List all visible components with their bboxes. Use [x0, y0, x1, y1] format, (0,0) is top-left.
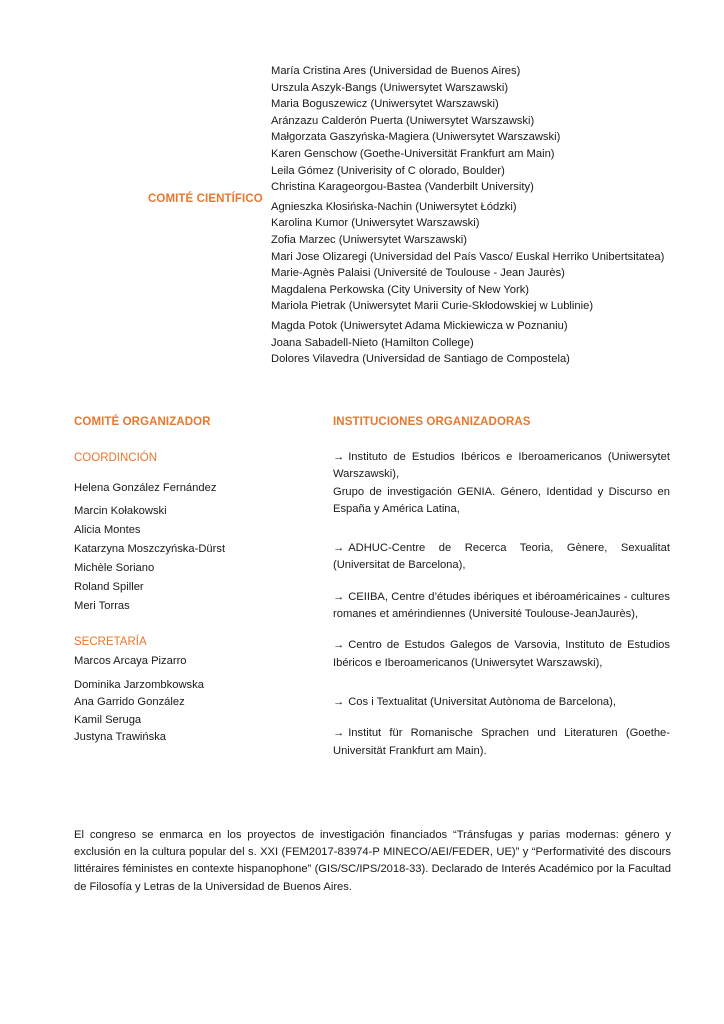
arrow-right-icon: → [333, 542, 345, 555]
scientific-member: Leila Gómez (Univerisity of C olorado, Boulder) [271, 164, 505, 177]
scientific-member: Christina Karageorgou-Bastea (Vanderbilt University) [271, 181, 534, 194]
secretary-name: Ana Garrido González [74, 696, 185, 709]
secretary-name: Dominika Jarzombkowska [74, 678, 204, 691]
coordinator-name: Marcin Kołakowski [74, 505, 167, 517]
scientific-member: Karen Genschow (Goethe-Universität Frankfurt am Main) [271, 147, 555, 160]
scientific-member: Agnieszka Kłosińska-Nachin (Uniwersytet Łódzki) [271, 200, 517, 213]
scientific-member: Magdalena Perkowska (City University of New York) [271, 283, 530, 296]
institution-text: Cos i Textualitat (Universitat Autònoma de Barcelona), [348, 695, 616, 708]
secretary-name: Justyna Trawińska [74, 731, 167, 744]
scientific-member: Urszula Aszyk-Bangs (Uniwersytet Warszawski) [271, 81, 509, 94]
coordinacion-list [74, 479, 304, 616]
scientific-member: Mari Jose Olizaregi (Universidad del País Vasco/ Euskal Herriko Unibertsitatea) [271, 250, 665, 263]
coordinator-name: Katarzyna Moszczyńska-Dürst [74, 543, 226, 555]
comite-organizador-heading: COMITÉ ORGANIZADOR [74, 416, 211, 428]
scientific-member: María Cristina Ares (Universidad de Buenos Aires) [271, 65, 521, 77]
coordinator-name: Roland Spiller [74, 581, 144, 593]
secretary-name: Kamil Seruga [74, 713, 142, 726]
coordinator-name: Meri Torras [74, 600, 130, 612]
arrow-right-icon: → [333, 451, 345, 463]
arrow-right-icon: → [333, 727, 345, 740]
instituciones-heading: INSTITUCIONES ORGANIZADORAS [333, 416, 531, 428]
institution-text: Centro de Estudos Galegos de Varsovia, Instituto de Estudios Ibéricos e Iberoamericanos (Uniwersytet Warszawski), [333, 639, 670, 669]
coordinator-name: Alicia Montes [74, 524, 141, 536]
institution-text: CEIIBA, Centre d’études ibériques et ibéroaméricaines - cultures romanes et amérindiennes (Université Toulouse-JeanJaurès), [333, 590, 670, 621]
secretaria-list [74, 653, 304, 747]
institution-entry [333, 637, 670, 672]
scientific-member: Karolina Kumor (Uniwersytet Warszawski) [271, 217, 480, 230]
institution-entry [333, 540, 670, 575]
scientific-member: Mariola Pietrak (Uniwersytet Marii Curie-Skłodowskiej w Lublinie) [271, 300, 594, 313]
arrow-right-icon: → [333, 590, 345, 603]
scientific-member: Małgorzata Gaszyńska-Magiera (Uniwersytet Warszawski) [271, 131, 561, 144]
secretary-name: Marcos Arcaya Pizarro [74, 655, 187, 667]
funding-note: El congreso se enmarca en los proyectos de investigación financiados “Tránsfugas y parias modernas: género y exclusión en la cultura popular del s. XXI (FEM2017-83974-P MINECO/AEI/FEDER, UE)” y “Performativité des discours littéraires féministes en contexte hispanophone” (GIS/SC/IPS/2018-33). Declarado de Interés Académico por la Facultad de Filosofía y Letras de la Universidad de Buenos Aires. [74, 829, 671, 893]
secretaria-heading: SECRETARÍA [74, 636, 147, 648]
scientific-member: Dolores Vilavedra (Universidad de Santiago de Compostela) [271, 353, 570, 366]
coordinator-name: Helena González Fernández [74, 482, 217, 494]
scientific-member: Zofia Marzec (Uniwersytet Warszawski) [271, 233, 468, 246]
coordinacion-heading: COORDINCIÓN [74, 452, 158, 464]
scientific-member: Magda Potok (Uniwersytet Adama Mickiewicza w Poznaniu) [271, 319, 568, 332]
scientific-member: Aránzazu Calderón Puerta (Uniwersytet Warszawski) [271, 114, 535, 127]
instituciones-list [333, 449, 670, 774]
arrow-right-icon: → [333, 695, 345, 708]
scientific-member: Maria Boguszewicz (Uniwersytet Warszawski) [271, 98, 499, 111]
coordinator-name: Michèle Soriano [74, 562, 155, 574]
institution-entry [333, 589, 670, 624]
institution-extra-text: Grupo de investigación GENIA. Género, Identidad y Discurso en España y América Latina, [333, 485, 670, 515]
comite-cientifico-list [271, 63, 711, 368]
arrow-right-icon: → [333, 639, 345, 652]
institution-text: Instituto de Estudios Ibéricos e Iberoamericanos (Uniwersytet Warszawski), [333, 451, 670, 481]
comite-cientifico-heading: COMITÉ CIENTÍFICO [148, 193, 263, 205]
institution-entry [333, 694, 670, 711]
scientific-member: Joana Sabadell-Nieto (Hamilton College) [271, 336, 474, 349]
institution-entry [333, 449, 670, 518]
institution-entry [333, 725, 670, 760]
institution-text: Institut für Romanische Sprachen und Literaturen (Goethe-Universität Frankfurt am Main). [333, 727, 670, 757]
scientific-member: Marie-Agnès Palaisi (Université de Toulouse - Jean Jaurès) [271, 267, 565, 280]
institution-text: ADHUC-Centre de Recerca Teoria, Gènere, Sexualitat (Universitat de Barcelona), [333, 542, 670, 572]
